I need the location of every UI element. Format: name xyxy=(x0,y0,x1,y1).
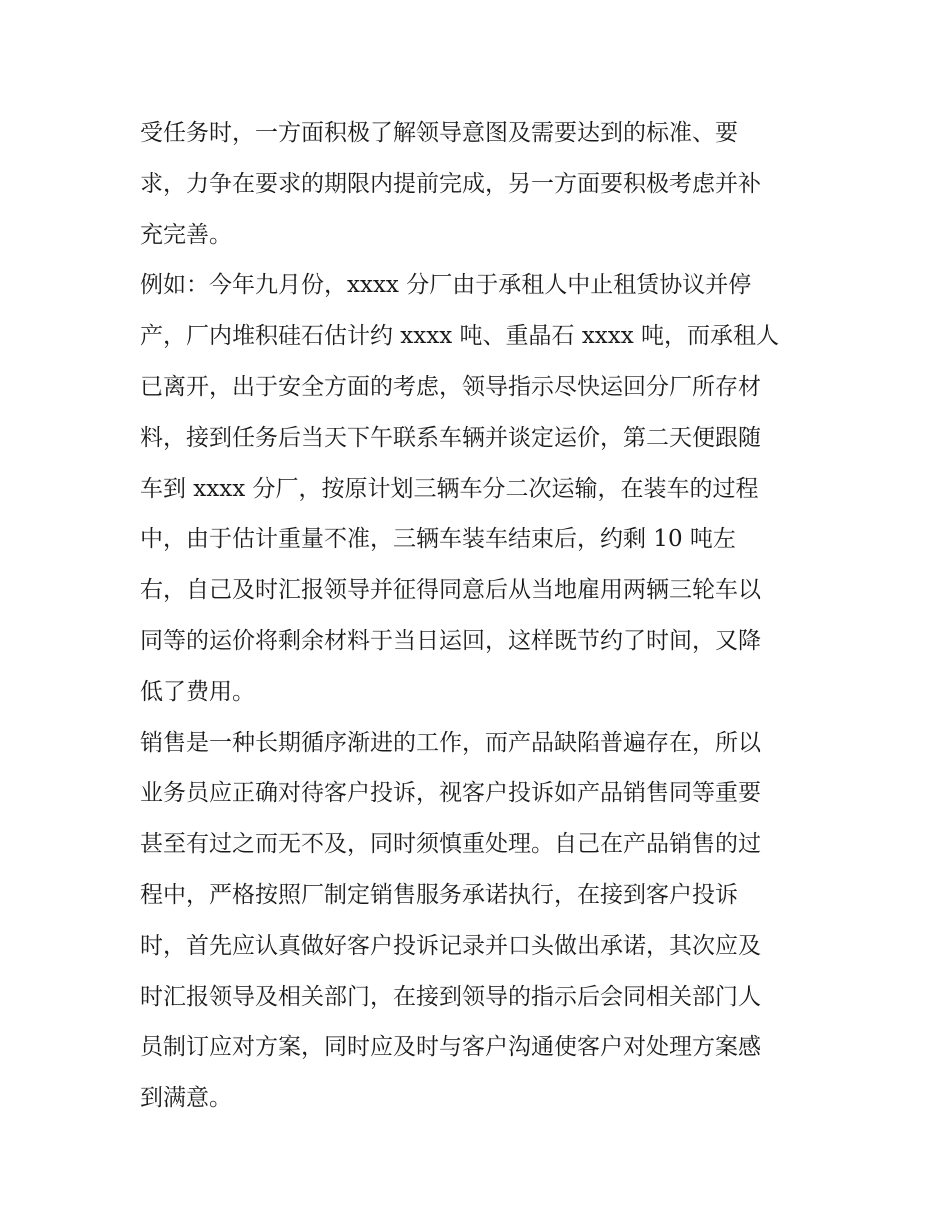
paragraph-2 xyxy=(140,260,820,717)
text-line: 员制订应对方案，同时应及时与客户沟通使客户对处理方案感 xyxy=(140,1034,761,1061)
paragraph-1 xyxy=(140,108,820,260)
text-line: 产，厂内堆积硅石估计约 xxxx 吨、重晶石 xxxx 吨，而承租人 xyxy=(140,323,780,350)
text-line: 车到 xxxx 分厂，按原计划三辆车分二次运输，在装车的过程 xyxy=(140,475,759,502)
text-line: 低了费用。 xyxy=(140,678,255,705)
text-line: 例如：今年九月份，xxxx 分厂由于承租人中止租赁协议并停 xyxy=(140,272,752,299)
text-line: 同等的运价将剩余材料于当日运回，这样既节约了时间，又降 xyxy=(140,627,761,654)
text-line: 求，力争在要求的期限内提前完成，另一方面要积极考虑并补 xyxy=(140,170,761,197)
text-line: 已离开，出于安全方面的考虑，领导指示尽快运回分厂所存材 xyxy=(140,373,761,400)
text-line: 时，首先应认真做好客户投诉记录并口头做出承诺，其次应及 xyxy=(140,932,761,959)
text-line: 受任务时，一方面积极了解领导意图及需要达到的标准、要 xyxy=(140,120,738,146)
text-line: 业务员应正确对待客户投诉，视客户投诉如产品销售同等重要 xyxy=(140,780,761,807)
paragraph-3 xyxy=(140,718,820,1124)
text-line: 到满意。 xyxy=(140,1085,232,1112)
document-body xyxy=(140,108,820,1124)
text-line: 程中，严格按照厂制定销售服务承诺执行，在接到客户投诉 xyxy=(140,881,738,908)
text-line: 时汇报领导及相关部门，在接到领导的指示后会同相关部门人 xyxy=(140,983,761,1010)
text-line: 销售是一种长期循序渐进的工作，而产品缺陷普遍存在，所以 xyxy=(140,729,761,756)
text-line: 料，接到任务后当天下午联系车辆并谈定运价，第二天便跟随 xyxy=(140,424,761,451)
text-line: 中，由于估计重量不准，三辆车装车结束后，约剩 10 吨左 xyxy=(140,526,736,553)
text-line: 甚至有过之而无不及，同时须慎重处理。自己在产品销售的过 xyxy=(140,831,761,858)
text-line: 充完善。 xyxy=(140,221,232,248)
text-line: 右，自己及时汇报领导并征得同意后从当地雇用两辆三轮车以 xyxy=(140,577,761,604)
